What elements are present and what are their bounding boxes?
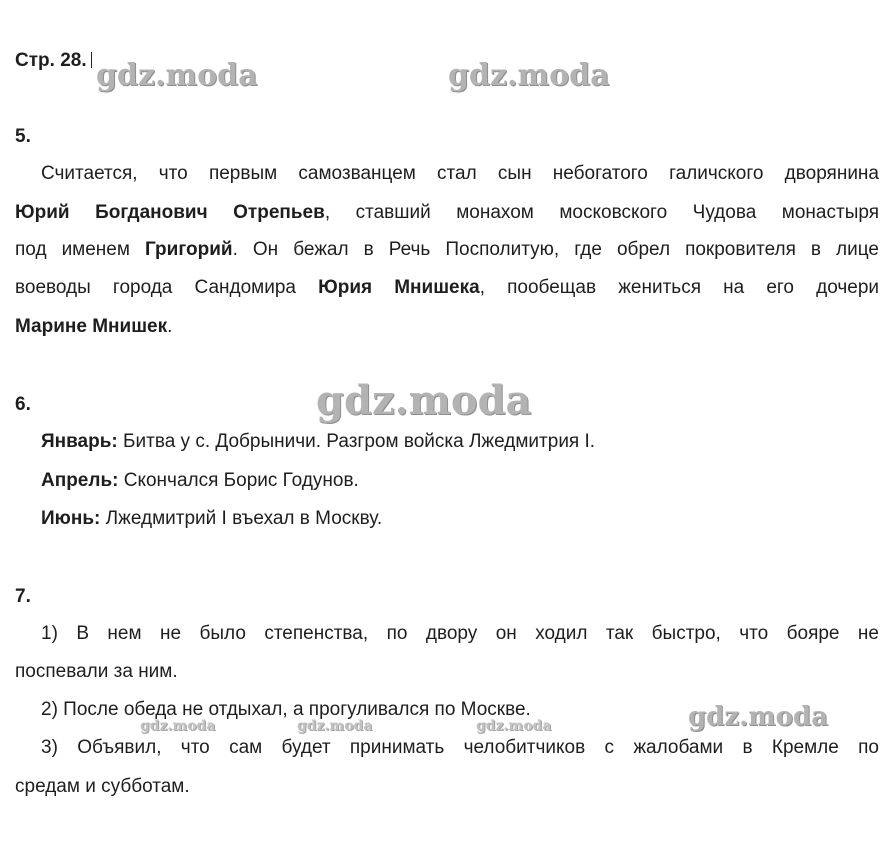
section-5-number: 5. [15, 126, 31, 147]
page-label [15, 49, 92, 73]
text-cursor [91, 52, 92, 68]
section-7-line-1 [15, 622, 879, 646]
section-6-item-april-text: Скончался Борис Годунов. [118, 470, 359, 491]
section-7-line-1-text: 1) В нем не было степенства, по двору он ходил так быстро, что бояре не [41, 623, 879, 644]
section-5-line-5 [15, 315, 172, 339]
section-6-item-january-text: Битва у с. Добрыничи. Разгром войска Лжедмитрия I. [117, 431, 596, 452]
section-6-item-january-month: Январь: [41, 431, 118, 452]
section-7-line-5 [15, 775, 190, 799]
watermark-7: gdz.moda [476, 718, 552, 734]
section-5-line-4 [15, 276, 879, 300]
section-5-line-1-part-1: Считается, что первым самозванцем стал сын небогатого галичского дворянина [41, 163, 879, 184]
watermark-4: gdz.moda [688, 702, 829, 732]
section-7-number: 7. [15, 586, 31, 607]
section-7-line-4 [15, 736, 879, 760]
section-6-item-january [41, 430, 595, 454]
section-5-line-4-part-1: воеводы города Сандомира [15, 277, 319, 298]
section-5-line-3-part-2: Григорий [144, 239, 233, 260]
section-5-line-5-part-1: Марине Мнишек [15, 316, 168, 337]
section-5-line-3 [15, 238, 879, 262]
section-5-line-2-part-2: , ставший монахом московского Чудова монастыря [324, 202, 879, 223]
section-5-line-2-part-1: Юрий Богданович Отрепьев [15, 202, 325, 223]
section-7-line-4-text: 3) Объявил, что сам будет принимать челобитчиков с жалобами в Кремле по [41, 737, 879, 758]
section-7-line-3 [41, 698, 531, 722]
section-6-item-june [41, 507, 382, 531]
section-7-line-3-text: 2) После обеда не отдыхал, а прогуливался по Москве. [41, 699, 531, 720]
section-7-line-2-text: поспевали за ним. [15, 661, 178, 682]
section-5-line-4-part-3: , пообещав жениться на его дочери [479, 277, 880, 298]
section-5-line-1 [15, 162, 879, 186]
watermark-5: gdz.moda [140, 718, 216, 734]
section-7-line-2 [15, 660, 178, 684]
watermark-1: gdz.moda [96, 58, 258, 93]
section-5-line-5-part-2: . [167, 316, 173, 337]
watermark-2: gdz.moda [448, 58, 610, 93]
section-5-line-3-part-3: . Он бежал в Речь Посполитую, где обрел покровителя в лице [232, 239, 879, 260]
page-label-text: Стр. 28. [15, 50, 87, 71]
section-6-item-april [41, 469, 359, 493]
section-6-item-april-month: Апрель: [41, 470, 119, 491]
section-6-item-june-month: Июнь: [41, 508, 101, 529]
watermark-3: gdz.moda [316, 377, 532, 424]
watermark-6: gdz.moda [297, 718, 373, 734]
section-6-item-june-text: Лжедмитрий I въехал в Москву. [100, 508, 383, 529]
section-5-line-2 [15, 201, 879, 225]
section-5-line-3-part-1: под именем [15, 239, 145, 260]
section-6-number: 6. [15, 394, 31, 415]
section-7-line-5-text: средам и субботам. [15, 776, 190, 797]
section-5-line-4-part-2: Юрия Мнишека [318, 277, 480, 298]
